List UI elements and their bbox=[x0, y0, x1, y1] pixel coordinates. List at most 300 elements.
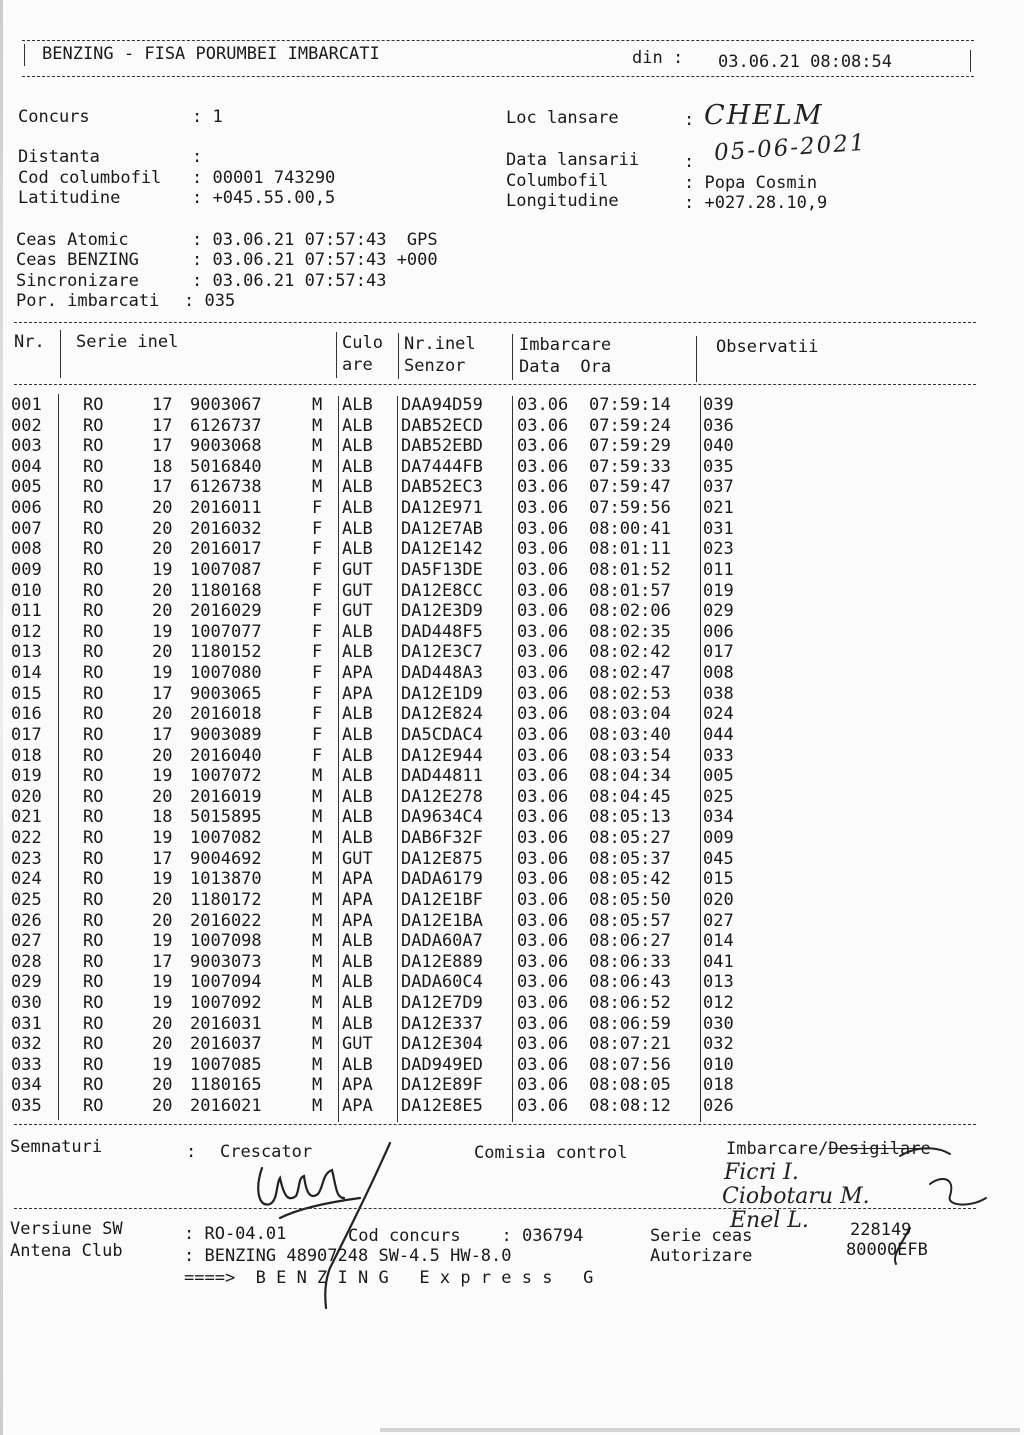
row-number: 013 bbox=[11, 642, 42, 663]
sex: M bbox=[312, 1054, 323, 1075]
row-number: 002 bbox=[11, 415, 42, 436]
ring-number: 1007094 bbox=[190, 972, 262, 993]
ring-year: 20 bbox=[152, 1034, 173, 1055]
table-top-rule bbox=[14, 322, 976, 323]
country-code: RO bbox=[83, 1034, 104, 1055]
color: ALB bbox=[342, 621, 373, 642]
row-number: 003 bbox=[11, 436, 42, 457]
color: ALB bbox=[342, 498, 373, 519]
sex: F bbox=[312, 724, 323, 745]
row-number: 011 bbox=[11, 601, 42, 622]
color: ALB bbox=[342, 395, 373, 415]
table-bottom-rule bbox=[14, 1124, 976, 1125]
observation: 029 bbox=[703, 601, 734, 622]
color: ALB bbox=[342, 807, 373, 828]
cod-concurs: Cod concurs : 036794 bbox=[348, 1226, 584, 1246]
boarding-time: 08:06:52 bbox=[589, 992, 671, 1013]
observation: 005 bbox=[703, 766, 734, 787]
boarding-time: 08:04:34 bbox=[589, 766, 671, 787]
sex: M bbox=[312, 807, 323, 828]
sep-nrinel bbox=[398, 333, 399, 379]
color: APA bbox=[342, 663, 373, 684]
color: APA bbox=[342, 683, 373, 704]
boarding-date: 03.06 bbox=[517, 951, 569, 972]
loc-lansare-colon: : bbox=[684, 110, 695, 130]
sensor-ring: DA12E7AB bbox=[401, 518, 483, 539]
observation: 026 bbox=[703, 1096, 734, 1117]
row-number: 020 bbox=[11, 786, 42, 807]
row-number: 017 bbox=[11, 724, 42, 745]
color: ALB bbox=[342, 951, 373, 972]
color: APA bbox=[342, 889, 373, 910]
sex: M bbox=[312, 951, 323, 972]
sex: M bbox=[312, 766, 323, 787]
sensor-ring: DAD44811 bbox=[401, 766, 483, 787]
boarding-time: 08:08:12 bbox=[589, 1096, 671, 1117]
ring-year: 17 bbox=[152, 683, 173, 704]
sex: M bbox=[312, 1034, 323, 1055]
country-code: RO bbox=[83, 992, 104, 1013]
sensor-ring: DA12E304 bbox=[401, 1034, 483, 1055]
row-number: 035 bbox=[11, 1096, 42, 1117]
boarding-time: 08:06:59 bbox=[589, 1013, 671, 1034]
ring-number: 2016040 bbox=[190, 745, 262, 766]
observation: 033 bbox=[703, 745, 734, 766]
observation: 014 bbox=[703, 931, 734, 952]
sex: M bbox=[312, 415, 323, 436]
boarding-time: 08:06:27 bbox=[589, 931, 671, 952]
sensor-ring: DAB6F32F bbox=[401, 828, 483, 849]
row-number: 030 bbox=[11, 992, 42, 1013]
boarding-time: 07:59:33 bbox=[589, 456, 671, 477]
color: ALB bbox=[342, 415, 373, 436]
cod-columbofil-label: Cod columbofil bbox=[18, 168, 162, 188]
semnaturi-colon: : bbox=[186, 1142, 197, 1162]
ring-number: 1180165 bbox=[190, 1075, 262, 1096]
boarding-time: 08:02:42 bbox=[589, 642, 671, 663]
ring-year: 19 bbox=[152, 931, 173, 952]
sensor-ring: DA5CDAC4 bbox=[401, 724, 483, 745]
sex: F bbox=[312, 559, 323, 580]
print-date: 03.06.21 08:08:54 bbox=[718, 52, 892, 72]
boarding-date: 03.06 bbox=[517, 972, 569, 993]
ring-number: 6126738 bbox=[190, 477, 262, 498]
color: ALB bbox=[342, 539, 373, 560]
boarding-date: 03.06 bbox=[517, 477, 569, 498]
sex: M bbox=[312, 1075, 323, 1096]
observation: 039 bbox=[703, 395, 734, 415]
table-row bbox=[0, 684, 1024, 705]
sensor-ring: DA7444FB bbox=[401, 456, 483, 477]
ring-year: 17 bbox=[152, 724, 173, 745]
boarding-date: 03.06 bbox=[517, 848, 569, 869]
boarding-time: 08:05:57 bbox=[589, 910, 671, 931]
sensor-ring: DA12E8CC bbox=[401, 580, 483, 601]
ring-year: 19 bbox=[152, 766, 173, 787]
sensor-ring: DA5F13DE bbox=[401, 559, 483, 580]
ring-number: 1007087 bbox=[190, 559, 262, 580]
columbofil-value: : Popa Cosmin bbox=[684, 173, 818, 193]
country-code: RO bbox=[83, 415, 104, 436]
antena-club-value: : BENZING 48907248 SW-4.5 HW-8.0 bbox=[184, 1246, 512, 1266]
columbofil-label: Columbofil bbox=[506, 171, 609, 191]
ring-year: 19 bbox=[152, 869, 173, 890]
concurs-value: : 1 bbox=[192, 107, 223, 127]
color: ALB bbox=[342, 786, 373, 807]
ring-year: 20 bbox=[152, 704, 173, 725]
boarding-time: 08:05:37 bbox=[589, 848, 671, 869]
sensor-ring: DAB52EC3 bbox=[401, 477, 483, 498]
observation: 031 bbox=[703, 518, 734, 539]
sensor-ring: DADA6179 bbox=[401, 869, 483, 890]
boarding-date: 03.06 bbox=[517, 395, 569, 415]
sex: F bbox=[312, 745, 323, 766]
ring-number: 9003067 bbox=[190, 395, 262, 415]
data-lansarii-handwritten: 05-06-2021 bbox=[713, 129, 868, 167]
table-row bbox=[0, 581, 1024, 602]
versiune-label: Versiune SW bbox=[10, 1219, 123, 1239]
table-row bbox=[0, 539, 1024, 560]
table-row bbox=[0, 828, 1024, 849]
sex: F bbox=[312, 663, 323, 684]
ring-number: 1007098 bbox=[190, 931, 262, 952]
ring-year: 19 bbox=[152, 663, 173, 684]
sex: M bbox=[312, 395, 323, 415]
observation: 041 bbox=[703, 951, 734, 972]
ring-year: 20 bbox=[152, 910, 173, 931]
ring-number: 1007077 bbox=[190, 621, 262, 642]
row-number: 028 bbox=[11, 951, 42, 972]
ring-year: 19 bbox=[152, 992, 173, 1013]
table-row bbox=[0, 1055, 1024, 1076]
sex: M bbox=[312, 828, 323, 849]
color: GUT bbox=[342, 601, 373, 622]
sex: F bbox=[312, 518, 323, 539]
boarding-time: 08:06:43 bbox=[589, 972, 671, 993]
table-row bbox=[0, 704, 1024, 725]
sincronizare-label: Sincronizare bbox=[16, 271, 139, 291]
row-number: 016 bbox=[11, 704, 42, 725]
observation: 013 bbox=[703, 972, 734, 993]
observation: 030 bbox=[703, 1013, 734, 1034]
crescator-label: Crescator bbox=[220, 1142, 313, 1162]
row-number: 018 bbox=[11, 745, 42, 766]
sensor-ring: DAD448F5 bbox=[401, 621, 483, 642]
boarding-time: 08:01:57 bbox=[589, 580, 671, 601]
sensor-ring: DA12E3D9 bbox=[401, 601, 483, 622]
country-code: RO bbox=[83, 910, 104, 931]
row-number: 026 bbox=[11, 910, 42, 931]
loc-lansare-label: Loc lansare bbox=[506, 108, 619, 128]
country-code: RO bbox=[83, 580, 104, 601]
color: APA bbox=[342, 1075, 373, 1096]
table-row bbox=[0, 1034, 1024, 1055]
country-code: RO bbox=[83, 436, 104, 457]
ring-year: 19 bbox=[152, 828, 173, 849]
col-header-serie: Serie inel bbox=[76, 332, 179, 352]
sex: F bbox=[312, 498, 323, 519]
boarding-date: 03.06 bbox=[517, 704, 569, 725]
row-number: 007 bbox=[11, 518, 42, 539]
sensor-ring: DADA60C4 bbox=[401, 972, 483, 993]
country-code: RO bbox=[83, 621, 104, 642]
observation: 036 bbox=[703, 415, 734, 436]
concurs-label: Concurs bbox=[18, 107, 90, 127]
sex: F bbox=[312, 642, 323, 663]
date-label: din : bbox=[632, 48, 684, 68]
ring-year: 20 bbox=[152, 786, 173, 807]
ring-number: 5015895 bbox=[190, 807, 262, 828]
ring-number: 1180152 bbox=[190, 642, 262, 663]
country-code: RO bbox=[83, 704, 104, 725]
table-row bbox=[0, 498, 1024, 519]
boarding-time: 08:08:05 bbox=[589, 1075, 671, 1096]
comisia-control-label: Comisia control bbox=[474, 1143, 628, 1163]
sex: M bbox=[312, 992, 323, 1013]
country-code: RO bbox=[83, 642, 104, 663]
observation: 032 bbox=[703, 1034, 734, 1055]
boarding-date: 03.06 bbox=[517, 786, 569, 807]
sensor-ring: DAA94D59 bbox=[401, 395, 483, 415]
boarding-time: 08:05:50 bbox=[589, 889, 671, 910]
boarding-time: 08:02:35 bbox=[589, 621, 671, 642]
header-top-rule bbox=[22, 40, 974, 41]
sex: M bbox=[312, 931, 323, 952]
row-number: 014 bbox=[11, 663, 42, 684]
ring-year: 17 bbox=[152, 951, 173, 972]
boarding-date: 03.06 bbox=[517, 415, 569, 436]
row-number: 032 bbox=[11, 1034, 42, 1055]
boarding-time: 08:03:54 bbox=[589, 745, 671, 766]
longitudine-value: : +027.28.10,9 bbox=[684, 193, 828, 213]
observation: 044 bbox=[703, 724, 734, 745]
sep-culo bbox=[336, 332, 337, 378]
ring-number: 2016011 bbox=[190, 498, 262, 519]
ring-year: 17 bbox=[152, 848, 173, 869]
color: GUT bbox=[342, 580, 373, 601]
observation: 021 bbox=[703, 498, 734, 519]
table-row bbox=[0, 622, 1024, 643]
color: GUT bbox=[342, 559, 373, 580]
sensor-ring: DA12E142 bbox=[401, 539, 483, 560]
ring-number: 1007092 bbox=[190, 992, 262, 1013]
ring-year: 20 bbox=[152, 601, 173, 622]
boarding-date: 03.06 bbox=[517, 663, 569, 684]
ring-year: 17 bbox=[152, 415, 173, 436]
sex: M bbox=[312, 1096, 323, 1117]
ring-number: 1007072 bbox=[190, 766, 262, 787]
ring-number: 1180172 bbox=[190, 889, 262, 910]
ring-number: 2016032 bbox=[190, 518, 262, 539]
observation: 012 bbox=[703, 992, 734, 1013]
sensor-ring: DA12E7D9 bbox=[401, 992, 483, 1013]
color: APA bbox=[342, 1096, 373, 1117]
boarding-date: 03.06 bbox=[517, 807, 569, 828]
observation: 009 bbox=[703, 828, 734, 849]
ring-year: 19 bbox=[152, 621, 173, 642]
ring-year: 20 bbox=[152, 1096, 173, 1117]
boarding-date: 03.06 bbox=[517, 601, 569, 622]
boarding-time: 07:59:56 bbox=[589, 498, 671, 519]
ring-year: 20 bbox=[152, 498, 173, 519]
row-number: 022 bbox=[11, 828, 42, 849]
latitudine-label: Latitudine bbox=[18, 188, 121, 208]
footer-rule bbox=[14, 1208, 976, 1209]
boarding-date: 03.06 bbox=[517, 436, 569, 457]
boarding-date: 03.06 bbox=[517, 518, 569, 539]
table-header-rule bbox=[14, 384, 976, 385]
color: GUT bbox=[342, 1034, 373, 1055]
boarding-time: 08:05:42 bbox=[589, 869, 671, 890]
sex: M bbox=[312, 786, 323, 807]
boarding-date: 03.06 bbox=[517, 1075, 569, 1096]
boarding-date: 03.06 bbox=[517, 1054, 569, 1075]
ring-number: 9003073 bbox=[190, 951, 262, 972]
row-number: 033 bbox=[11, 1054, 42, 1075]
table-row bbox=[0, 725, 1024, 746]
country-code: RO bbox=[83, 498, 104, 519]
table-row bbox=[0, 663, 1024, 684]
table-row bbox=[0, 519, 1024, 540]
header-bottom-rule bbox=[22, 76, 974, 77]
boarding-date: 03.06 bbox=[517, 1013, 569, 1034]
country-code: RO bbox=[83, 1096, 104, 1117]
sex: F bbox=[312, 580, 323, 601]
boarding-time: 08:02:06 bbox=[589, 601, 671, 622]
distanta-value: : bbox=[192, 147, 203, 167]
ring-year: 17 bbox=[152, 477, 173, 498]
sensor-ring: DAD448A3 bbox=[401, 663, 483, 684]
ceas-atomic-value: : 03.06.21 07:57:43 GPS bbox=[192, 230, 438, 250]
observation: 020 bbox=[703, 889, 734, 910]
ring-year: 20 bbox=[152, 1075, 173, 1096]
color: ALB bbox=[342, 1013, 373, 1034]
table-row bbox=[0, 436, 1024, 457]
observation: 023 bbox=[703, 539, 734, 560]
col-header-nrinel-1: Nr.inel bbox=[404, 334, 476, 354]
ring-year: 20 bbox=[152, 518, 173, 539]
autorizare-label: Autorizare bbox=[650, 1246, 753, 1266]
ring-year: 19 bbox=[152, 972, 173, 993]
color: ALB bbox=[342, 828, 373, 849]
boarding-time: 08:01:11 bbox=[589, 539, 671, 560]
sep-imbarcare bbox=[512, 334, 513, 380]
table-row bbox=[0, 395, 1024, 416]
row-number: 012 bbox=[11, 621, 42, 642]
boarding-time: 08:07:21 bbox=[589, 1034, 671, 1055]
ring-year: 20 bbox=[152, 642, 173, 663]
ring-number: 2016017 bbox=[190, 539, 262, 560]
ring-number: 6126737 bbox=[190, 415, 262, 436]
boarding-date: 03.06 bbox=[517, 1034, 569, 1055]
ring-year: 20 bbox=[152, 539, 173, 560]
ring-year: 17 bbox=[152, 395, 173, 415]
ring-year: 18 bbox=[152, 456, 173, 477]
table-row bbox=[0, 746, 1024, 767]
cod-columbofil-value: : 00001 743290 bbox=[192, 168, 336, 188]
latitudine-value: : +045.55.00,5 bbox=[192, 188, 336, 208]
boarding-time: 08:06:33 bbox=[589, 951, 671, 972]
sex: M bbox=[312, 848, 323, 869]
country-code: RO bbox=[83, 1075, 104, 1096]
handwritten-name-3: Enel L. bbox=[730, 1208, 809, 1233]
country-code: RO bbox=[83, 848, 104, 869]
sensor-ring: DA12E1BF bbox=[401, 889, 483, 910]
row-number: 029 bbox=[11, 972, 42, 993]
ring-year: 20 bbox=[152, 1013, 173, 1034]
country-code: RO bbox=[83, 745, 104, 766]
ring-number: 1007082 bbox=[190, 828, 262, 849]
boarding-time: 07:59:47 bbox=[589, 477, 671, 498]
ring-number: 9004692 bbox=[190, 848, 262, 869]
boarding-time: 08:05:27 bbox=[589, 828, 671, 849]
ring-number: 2016031 bbox=[190, 1013, 262, 1034]
header-right-bar bbox=[970, 50, 971, 72]
table-row bbox=[0, 766, 1024, 787]
boarding-date: 03.06 bbox=[517, 828, 569, 849]
table-row bbox=[0, 993, 1024, 1014]
country-code: RO bbox=[83, 828, 104, 849]
sensor-ring: DA12E875 bbox=[401, 848, 483, 869]
sensor-ring: DAB52EBD bbox=[401, 436, 483, 457]
table-row bbox=[0, 1014, 1024, 1035]
ring-number: 1007085 bbox=[190, 1054, 262, 1075]
sex: M bbox=[312, 869, 323, 890]
boarding-time: 08:01:52 bbox=[589, 559, 671, 580]
color: ALB bbox=[342, 436, 373, 457]
country-code: RO bbox=[83, 477, 104, 498]
boarding-date: 03.06 bbox=[517, 539, 569, 560]
observation: 011 bbox=[703, 559, 734, 580]
color: ALB bbox=[342, 642, 373, 663]
ring-year: 20 bbox=[152, 580, 173, 601]
sensor-ring: DA12E944 bbox=[401, 745, 483, 766]
country-code: RO bbox=[83, 601, 104, 622]
col-header-culoare-2: are bbox=[342, 355, 373, 375]
country-code: RO bbox=[83, 931, 104, 952]
country-code: RO bbox=[83, 1013, 104, 1034]
row-number: 031 bbox=[11, 1013, 42, 1034]
boarding-time: 08:07:56 bbox=[589, 1054, 671, 1075]
sensor-ring: DA12E889 bbox=[401, 951, 483, 972]
sex: M bbox=[312, 972, 323, 993]
sex: F bbox=[312, 621, 323, 642]
sex: F bbox=[312, 683, 323, 704]
row-number: 001 bbox=[11, 395, 42, 415]
row-number: 027 bbox=[11, 931, 42, 952]
observation: 027 bbox=[703, 910, 734, 931]
ring-year: 19 bbox=[152, 559, 173, 580]
color: ALB bbox=[342, 931, 373, 952]
boarding-date: 03.06 bbox=[517, 724, 569, 745]
ring-number: 5016840 bbox=[190, 456, 262, 477]
country-code: RO bbox=[83, 869, 104, 890]
color: GUT bbox=[342, 848, 373, 869]
color: ALB bbox=[342, 477, 373, 498]
color: ALB bbox=[342, 724, 373, 745]
table-row bbox=[0, 952, 1024, 973]
boarding-date: 03.06 bbox=[517, 498, 569, 519]
col-header-observatii: Observatii bbox=[716, 337, 819, 357]
serie-ceas-value: 228149 bbox=[850, 1220, 912, 1240]
color: ALB bbox=[342, 972, 373, 993]
col-header-imbarcare-1: Imbarcare bbox=[519, 335, 612, 355]
boarding-time: 08:02:47 bbox=[589, 663, 671, 684]
ceas-atomic-label: Ceas Atomic bbox=[16, 230, 129, 250]
sensor-ring: DA12E337 bbox=[401, 1013, 483, 1034]
observation: 037 bbox=[703, 477, 734, 498]
observation: 040 bbox=[703, 436, 734, 457]
